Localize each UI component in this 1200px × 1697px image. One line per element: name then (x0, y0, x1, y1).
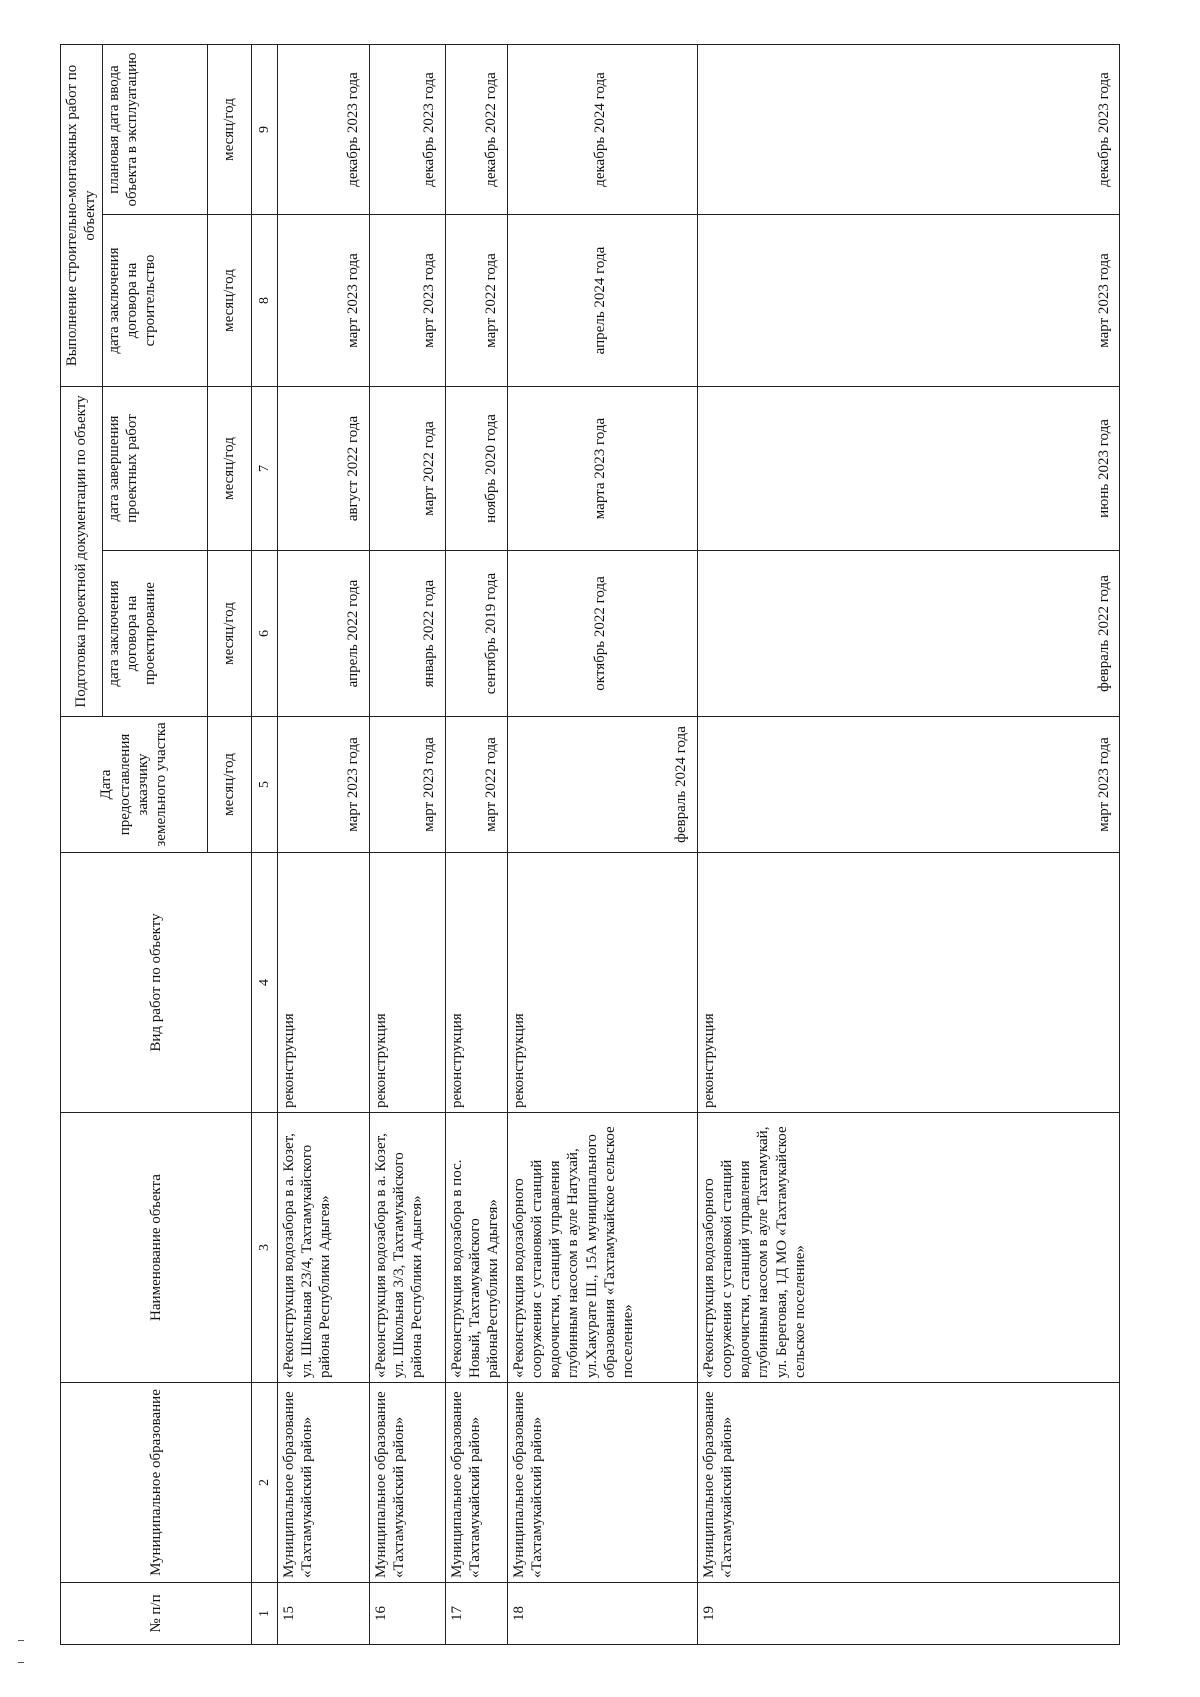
row-num: 18 (507, 1583, 697, 1645)
header-build-group: Выполнение строительно-монтажных работ по объекту (61, 45, 103, 387)
row-commission: декабрь 2023 года (369, 45, 445, 215)
column-number: 7 (251, 387, 277, 551)
row-build-contract: март 2023 года (697, 215, 1119, 387)
unit-build-contract: месяц/год (207, 215, 251, 387)
row-object: «Реконструкция водозабора в а. Козет, ул. Школьная 23/4, Тахтамукайского района Республики Адыгея» (277, 1113, 369, 1383)
row-design-end: ноябрь 2020 года (445, 387, 507, 551)
unit-design-contract: месяц/год (207, 551, 251, 717)
row-object: «Реконструкция водозабора в а. Козет, ул. Школьная 3/3, Тахтамукайского района Республики Адыгея» (369, 1113, 445, 1383)
row-land-date: март 2023 года (697, 717, 1119, 853)
row-object: «Реконструкция водозабора в пос. Новый, Тахтамукайского районаРеспублики Адыгея» (445, 1113, 507, 1383)
scan-mark (18, 1640, 24, 1641)
row-work-type: реконструкция (369, 853, 445, 1113)
header-municipality: Муниципальное образование (61, 1383, 252, 1583)
row-land-date: март 2022 года (445, 717, 507, 853)
row-design-contract: октябрь 2022 года (507, 551, 697, 717)
table-row (369, 45, 445, 1645)
column-number: 6 (251, 551, 277, 717)
column-number-row (251, 45, 277, 1645)
table-row (445, 45, 507, 1645)
scan-mark (18, 1662, 24, 1663)
row-commission: декабрь 2024 года (507, 45, 697, 215)
column-number: 1 (251, 1583, 277, 1645)
row-municipality: Муниципальное образование «Тахтамукайский район» (697, 1383, 1119, 1583)
column-number: 3 (251, 1113, 277, 1383)
row-land-date: март 2023 года (369, 717, 445, 853)
row-design-contract: февраль 2022 года (697, 551, 1119, 717)
row-municipality: Муниципальное образование «Тахтамукайский район» (277, 1383, 369, 1583)
unit-design-end: месяц/год (207, 387, 251, 551)
row-work-type: реконструкция (507, 853, 697, 1113)
row-municipality: Муниципальное образование «Тахтамукайский район» (507, 1383, 697, 1583)
row-work-type: реконструкция (697, 853, 1119, 1113)
row-commission: декабрь 2023 года (697, 45, 1119, 215)
header-object: Наименование объекта (61, 1113, 252, 1383)
row-municipality: Муниципальное образование «Тахтамукайский район» (445, 1383, 507, 1583)
table-row (507, 45, 697, 1645)
unit-commission: месяц/год (207, 45, 251, 215)
table-row (277, 45, 369, 1645)
row-municipality: Муниципальное образование «Тахтамукайский район» (369, 1383, 445, 1583)
header-land-date: Дата предоставления заказчику земельного участка (61, 717, 208, 853)
row-build-contract: март 2023 года (277, 215, 369, 387)
header-num: № п/п (61, 1583, 252, 1645)
row-object: «Реконструкция водозаборного сооружения с установкой станций водоочистки, станций управления глубинным насосом в ауле Натухай, ул.Хакурате Ш., 15А муниципального образования «Тахтамукайское сельское поселение» (507, 1113, 697, 1383)
row-design-contract: апрель 2022 года (277, 551, 369, 717)
row-land-date: март 2023 года (277, 717, 369, 853)
row-num: 15 (277, 1583, 369, 1645)
column-number: 4 (251, 853, 277, 1113)
unit-land: месяц/год (207, 717, 251, 853)
row-design-end: март 2022 года (369, 387, 445, 551)
row-commission: декабрь 2023 года (277, 45, 369, 215)
header-commission: плановая дата ввода объекта в эксплуатацию (102, 45, 207, 215)
header-design-contract: дата заключения договора на проектирование (102, 551, 207, 717)
column-number: 5 (251, 717, 277, 853)
row-num: 19 (697, 1583, 1119, 1645)
row-num: 16 (369, 1583, 445, 1645)
table-row (697, 45, 1119, 1645)
rotated-table-container (60, 45, 1120, 1645)
column-number: 2 (251, 1383, 277, 1583)
header-design-end: дата завершения проектных работ (102, 387, 207, 551)
header-build-contract: дата заключения договора на строительство (102, 215, 207, 387)
row-build-contract: апрель 2024 года (507, 215, 697, 387)
column-number: 8 (251, 215, 277, 387)
row-design-end: марта 2023 года (507, 387, 697, 551)
row-work-type: реконструкция (445, 853, 507, 1113)
header-design-group: Подготовка проектной документации по объекту (61, 387, 103, 717)
row-build-contract: март 2022 года (445, 215, 507, 387)
header-work-type: Вид работ по объекту (61, 853, 252, 1113)
row-object: «Реконструкция водозаборного сооружения с установкой станций водоочистки, станций управления глубинным насосом в ауле Тахтамукай, ул. Береговая, 1Д МО «Тахтамукайское сельское поселение» (697, 1113, 1119, 1383)
column-number: 9 (251, 45, 277, 215)
row-design-end: июнь 2023 года (697, 387, 1119, 551)
row-design-end: август 2022 года (277, 387, 369, 551)
row-work-type: реконструкция (277, 853, 369, 1113)
row-design-contract: январь 2022 года (369, 551, 445, 717)
row-commission: декабрь 2022 года (445, 45, 507, 215)
row-land-date: февраль 2024 года (507, 717, 697, 853)
row-design-contract: сентябрь 2019 года (445, 551, 507, 717)
row-build-contract: март 2023 года (369, 215, 445, 387)
schedule-table (60, 44, 1120, 1645)
row-num: 17 (445, 1583, 507, 1645)
